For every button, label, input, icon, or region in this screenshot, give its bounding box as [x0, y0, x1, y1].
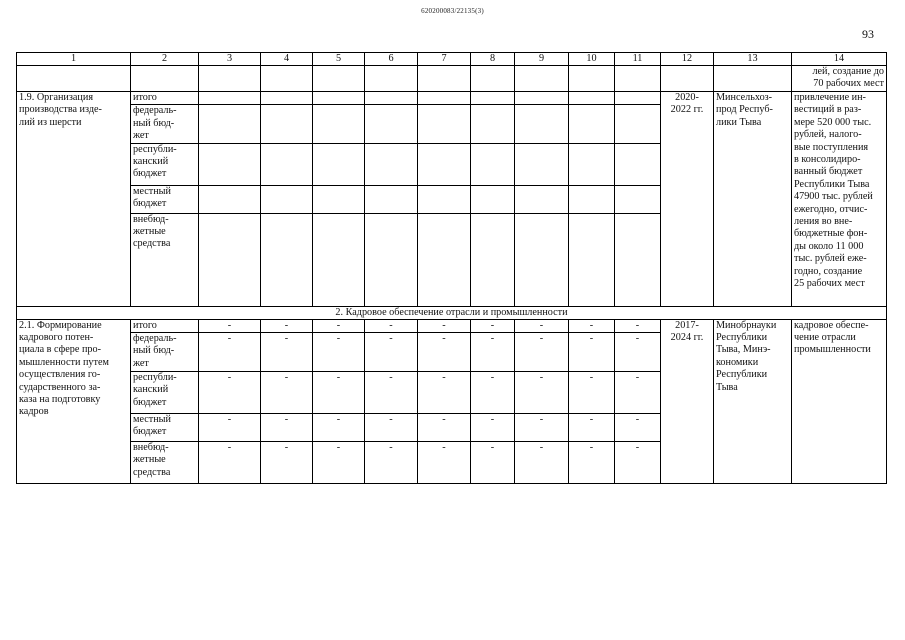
col-header: 8 — [471, 53, 515, 66]
value-cell: - — [615, 372, 661, 414]
value-cell: - — [569, 442, 615, 484]
value-cell: - — [261, 333, 313, 372]
value-cell: - — [615, 414, 661, 442]
col-header: 10 — [569, 53, 615, 66]
col-header: 7 — [418, 53, 471, 66]
value-cell: - — [313, 319, 365, 332]
table-row — [17, 319, 887, 332]
value-cell: - — [313, 414, 365, 442]
value-cell: - — [199, 333, 261, 372]
value-cell: - — [261, 442, 313, 484]
value-cell: - — [365, 333, 418, 372]
value-cell: - — [569, 319, 615, 332]
funding-source-cell: итого — [131, 92, 199, 105]
value-cell: - — [199, 442, 261, 484]
period-cell: 2020- 2022 гг. — [661, 92, 714, 307]
value-cell: - — [261, 372, 313, 414]
col-header: 5 — [313, 53, 365, 66]
value-cell: - — [569, 414, 615, 442]
col-header: 3 — [199, 53, 261, 66]
value-cell: - — [365, 372, 418, 414]
value-cell: - — [199, 414, 261, 442]
period-cell: 2017- 2024 гг. — [661, 319, 714, 483]
value-cell: - — [471, 333, 515, 372]
value-cell: - — [313, 442, 365, 484]
effect-cell: кадровое обеспе- чение отрасли промышленности — [792, 319, 887, 483]
measure-name-cell: 2.1. Формирование кадрового потен- циала в сфере про- мышленности путем осуществления го- сударственного за- каза на подготовку кадров — [17, 319, 131, 483]
value-cell: - — [515, 442, 569, 484]
col-header: 9 — [515, 53, 569, 66]
value-cell: - — [471, 319, 515, 332]
value-cell: - — [569, 372, 615, 414]
funding-source-cell: местный бюджет — [131, 414, 199, 442]
col-header: 2 — [131, 53, 199, 66]
value-cell: - — [515, 333, 569, 372]
funding-source-cell: внебюд- жетные средства — [131, 442, 199, 484]
value-cell: - — [365, 319, 418, 332]
value-cell: - — [418, 319, 471, 332]
funding-source-cell: внебюд- жетные средства — [131, 213, 199, 306]
col-header: 12 — [661, 53, 714, 66]
value-cell: - — [418, 442, 471, 484]
funding-source-cell: республи- канский бюджет — [131, 143, 199, 185]
col-header: 11 — [615, 53, 661, 66]
value-cell: - — [471, 414, 515, 442]
value-cell: - — [261, 414, 313, 442]
value-cell: - — [418, 414, 471, 442]
document-number: 620200083/22135(3) — [421, 7, 484, 15]
value-cell: - — [199, 319, 261, 332]
value-cell: - — [313, 333, 365, 372]
col-header: 4 — [261, 53, 313, 66]
effect-cell: лей, создание до 70 рабочих мест — [792, 66, 887, 92]
value-cell: - — [365, 414, 418, 442]
value-cell: - — [471, 442, 515, 484]
value-cell: - — [615, 319, 661, 332]
section-title: 2. Кадровое обеспечение отрасли и промышленности — [17, 306, 887, 319]
col-header: 14 — [792, 53, 887, 66]
value-cell: - — [615, 333, 661, 372]
executor-cell: Минобрнауки Республики Тыва, Минэ- кономики Республики Тыва — [714, 319, 792, 483]
col-header: 6 — [365, 53, 418, 66]
value-cell: - — [515, 319, 569, 332]
funding-source-cell: итого — [131, 319, 199, 332]
value-cell: - — [569, 333, 615, 372]
measure-name-cell: 1.9. Организация производства изде- лий из шерсти — [17, 92, 131, 307]
value-cell: - — [199, 372, 261, 414]
value-cell: - — [515, 372, 569, 414]
value-cell: - — [418, 333, 471, 372]
value-cell: - — [471, 372, 515, 414]
column-number-row — [17, 53, 887, 66]
col-header: 13 — [714, 53, 792, 66]
table-row — [17, 92, 887, 105]
carry-over-row — [17, 66, 887, 92]
funding-source-cell: федераль- ный бюд- жет — [131, 333, 199, 372]
program-table — [16, 52, 887, 484]
value-cell: - — [615, 442, 661, 484]
col-header: 1 — [17, 53, 131, 66]
value-cell: - — [515, 414, 569, 442]
funding-source-cell: местный бюджет — [131, 185, 199, 213]
section-row — [17, 306, 887, 319]
funding-source-cell: федераль- ный бюд- жет — [131, 105, 199, 143]
value-cell: - — [365, 442, 418, 484]
executor-cell: Минсельхоз- прод Респуб- лики Тыва — [714, 92, 792, 307]
effect-cell: привлечение ин- вестиций в раз- мере 520 000 тыс. рублей, налого- вые поступления в консолидиро- ванный бюджет Республики Тыва 47900 тыс. рублей ежегодно, отчис- ления во вне- бюджетные фон- ды около 11 000 тыс. рублей еже- годно, создание 25 рабочих мест — [792, 92, 887, 307]
funding-source-cell: республи- канский бюджет — [131, 372, 199, 414]
page-number: 93 — [862, 27, 874, 41]
value-cell: - — [418, 372, 471, 414]
value-cell: - — [261, 319, 313, 332]
value-cell: - — [313, 372, 365, 414]
